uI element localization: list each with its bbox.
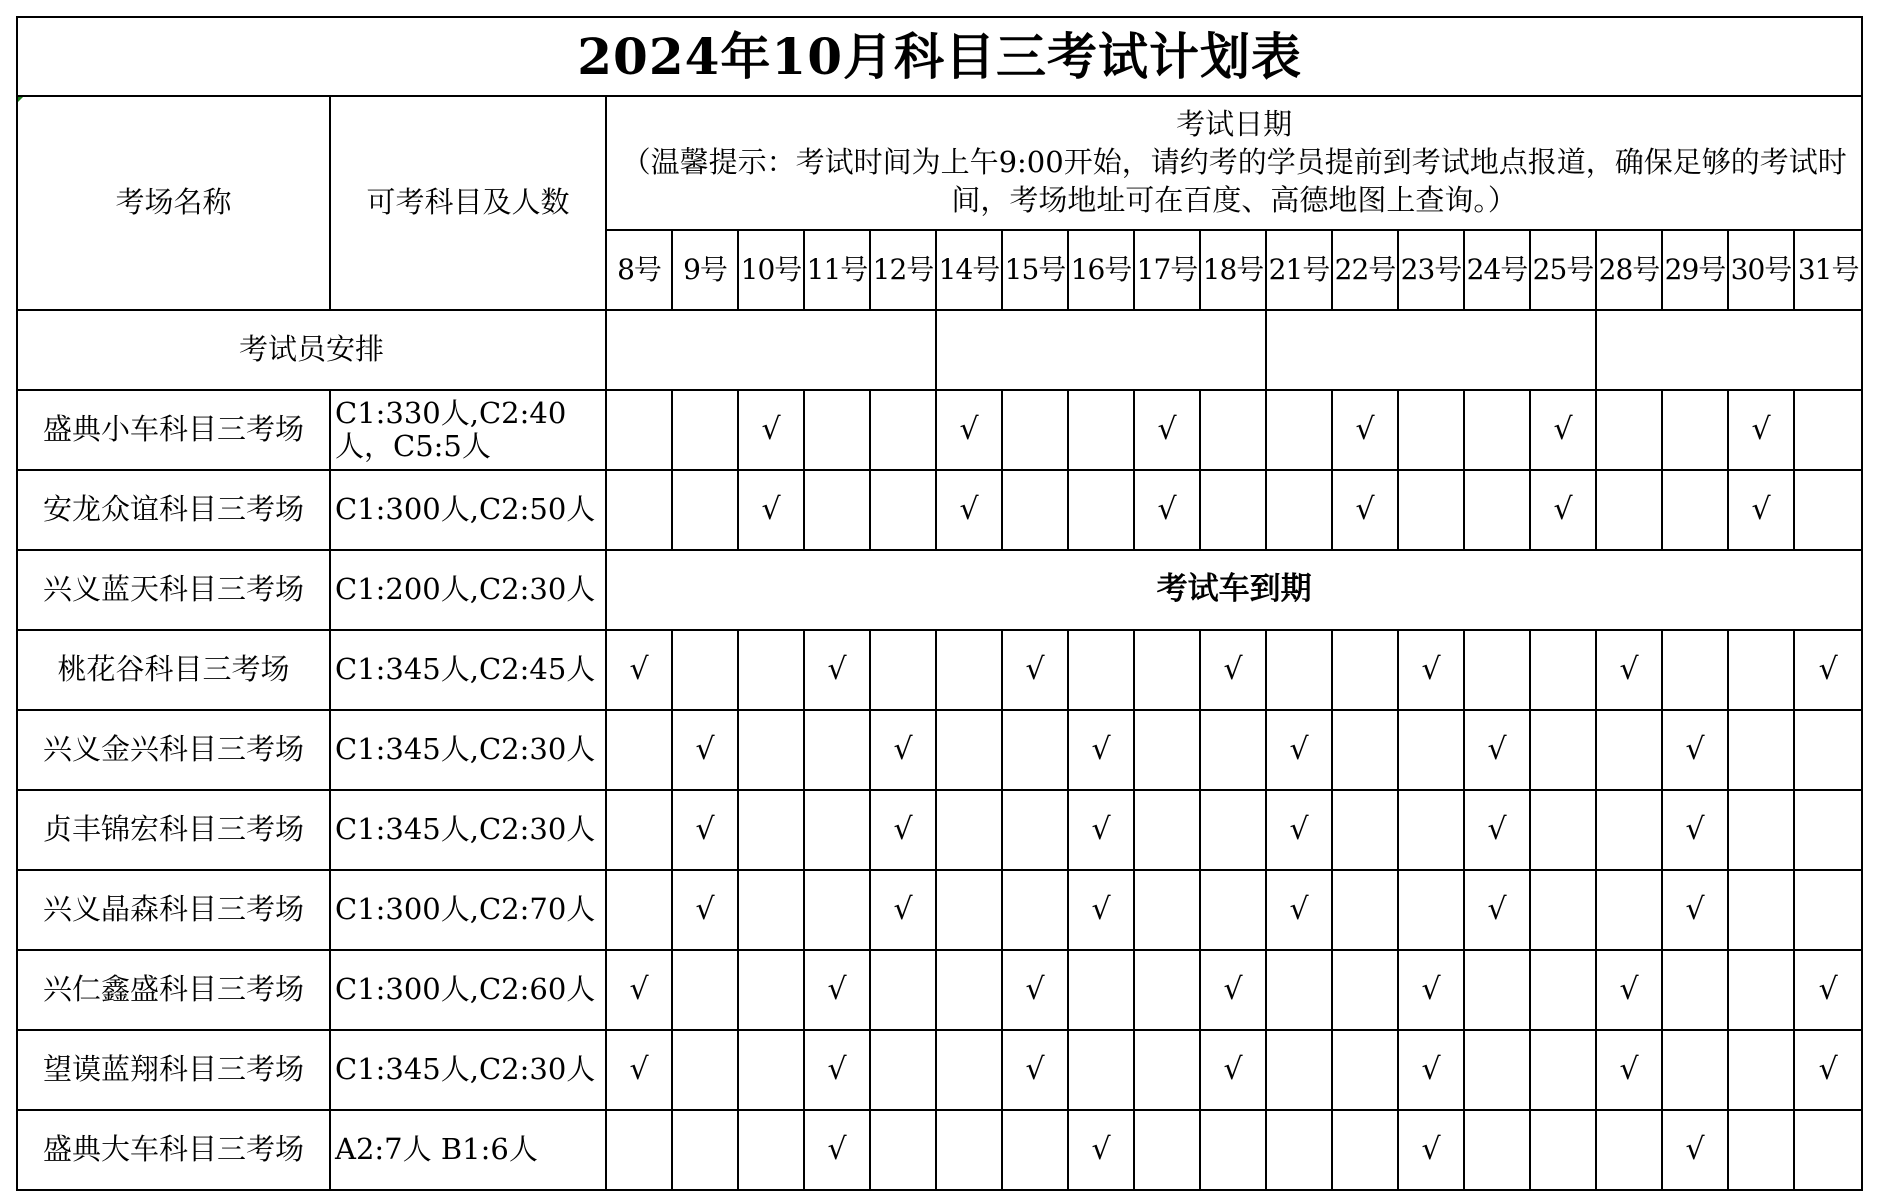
check-mark: √ xyxy=(1002,630,1068,710)
empty-day-cell xyxy=(1068,950,1134,1030)
empty-day-cell xyxy=(1266,1110,1332,1190)
empty-day-cell xyxy=(1530,710,1596,790)
venue-subjects: C1:300人,C2:60人 xyxy=(330,950,606,1030)
check-mark: √ xyxy=(1794,630,1862,710)
day-header-cell: 18号 xyxy=(1200,230,1266,310)
check-mark: √ xyxy=(1398,630,1464,710)
empty-day-cell xyxy=(1200,1110,1266,1190)
empty-day-cell xyxy=(1332,870,1398,950)
venue-name: 贞丰锦宏科目三考场 xyxy=(17,790,330,870)
check-mark: √ xyxy=(1002,1030,1068,1110)
check-mark: √ xyxy=(1794,950,1862,1030)
check-mark: √ xyxy=(738,470,804,550)
empty-day-cell xyxy=(1464,1030,1530,1110)
day-header-cell: 24号 xyxy=(1464,230,1530,310)
venue-row xyxy=(17,630,1862,710)
empty-day-cell xyxy=(1068,470,1134,550)
venue-row xyxy=(17,950,1862,1030)
empty-day-cell xyxy=(1728,950,1794,1030)
check-mark: √ xyxy=(1596,1030,1662,1110)
empty-day-cell xyxy=(1266,390,1332,470)
venue-row xyxy=(17,550,1862,630)
empty-day-cell xyxy=(870,1110,936,1190)
empty-day-cell xyxy=(1530,870,1596,950)
check-mark: √ xyxy=(1794,1030,1862,1110)
empty-day-cell xyxy=(738,1030,804,1110)
empty-day-cell xyxy=(1464,950,1530,1030)
empty-day-cell xyxy=(1002,790,1068,870)
empty-day-cell xyxy=(936,630,1002,710)
check-mark: √ xyxy=(606,630,672,710)
venue-subjects: C1:345人,C2:30人 xyxy=(330,1030,606,1110)
empty-day-cell xyxy=(1068,390,1134,470)
check-mark: √ xyxy=(1464,710,1530,790)
check-mark: √ xyxy=(804,950,870,1030)
empty-day-cell xyxy=(1002,470,1068,550)
venue-name: 盛典小车科目三考场 xyxy=(17,390,330,470)
empty-day-cell xyxy=(738,790,804,870)
check-mark: √ xyxy=(870,710,936,790)
check-mark: √ xyxy=(1530,470,1596,550)
empty-day-cell xyxy=(1002,390,1068,470)
check-mark: √ xyxy=(936,390,1002,470)
empty-day-cell xyxy=(804,710,870,790)
empty-day-cell xyxy=(1728,790,1794,870)
check-mark: √ xyxy=(870,790,936,870)
day-header-cell: 14号 xyxy=(936,230,1002,310)
venue-row xyxy=(17,470,1862,550)
venue-name: 兴义蓝天科目三考场 xyxy=(17,550,330,630)
day-header-cell: 15号 xyxy=(1002,230,1068,310)
check-mark: √ xyxy=(1134,390,1200,470)
empty-day-cell xyxy=(1794,390,1862,470)
empty-day-cell xyxy=(1266,1030,1332,1110)
check-mark: √ xyxy=(1200,630,1266,710)
empty-day-cell xyxy=(1596,470,1662,550)
venue-name: 兴义金兴科目三考场 xyxy=(17,710,330,790)
venue-row xyxy=(17,390,1862,470)
venue-row xyxy=(17,1030,1862,1110)
check-mark: √ xyxy=(1200,1030,1266,1110)
empty-day-cell xyxy=(1530,1030,1596,1110)
day-header-cell: 8号 xyxy=(606,230,672,310)
empty-day-cell xyxy=(1002,1110,1068,1190)
check-mark: √ xyxy=(804,1030,870,1110)
expired-notice: 考试车到期 xyxy=(606,550,1862,630)
day-header-cell: 11号 xyxy=(804,230,870,310)
venue-row xyxy=(17,790,1862,870)
day-header-cell: 12号 xyxy=(870,230,936,310)
empty-day-cell xyxy=(672,950,738,1030)
check-mark: √ xyxy=(804,630,870,710)
empty-day-cell xyxy=(1332,630,1398,710)
empty-day-cell xyxy=(1200,390,1266,470)
empty-day-cell xyxy=(1464,470,1530,550)
empty-day-cell xyxy=(1134,870,1200,950)
check-mark: √ xyxy=(606,1030,672,1110)
empty-day-cell xyxy=(1266,470,1332,550)
empty-day-cell xyxy=(1134,950,1200,1030)
empty-day-cell xyxy=(738,950,804,1030)
empty-day-cell xyxy=(870,1030,936,1110)
empty-day-cell xyxy=(936,790,1002,870)
empty-day-cell xyxy=(804,790,870,870)
check-mark: √ xyxy=(936,470,1002,550)
examiner-cell xyxy=(1266,310,1596,390)
empty-day-cell xyxy=(672,470,738,550)
empty-day-cell xyxy=(870,390,936,470)
day-header-cell: 21号 xyxy=(1266,230,1332,310)
check-mark: √ xyxy=(1266,710,1332,790)
empty-day-cell xyxy=(870,470,936,550)
empty-day-cell xyxy=(936,950,1002,1030)
empty-day-cell xyxy=(738,1110,804,1190)
venue-row xyxy=(17,710,1862,790)
venue-subjects: C1:300人,C2:70人 xyxy=(330,870,606,950)
check-mark: √ xyxy=(1068,710,1134,790)
empty-day-cell xyxy=(1596,710,1662,790)
empty-day-cell xyxy=(1068,1030,1134,1110)
check-mark: √ xyxy=(1662,790,1728,870)
empty-day-cell xyxy=(1266,630,1332,710)
empty-day-cell xyxy=(1398,390,1464,470)
empty-day-cell xyxy=(1662,1030,1728,1110)
empty-day-cell xyxy=(1002,710,1068,790)
empty-day-cell xyxy=(1596,390,1662,470)
empty-day-cell xyxy=(672,390,738,470)
empty-day-cell xyxy=(1530,630,1596,710)
empty-day-cell xyxy=(1530,950,1596,1030)
empty-day-cell xyxy=(1662,390,1728,470)
empty-day-cell xyxy=(1794,790,1862,870)
examiner-cell xyxy=(936,310,1266,390)
empty-day-cell xyxy=(936,870,1002,950)
day-header-cell: 29号 xyxy=(1662,230,1728,310)
venue-subjects: A2:7人 B1:6人 xyxy=(330,1110,606,1190)
empty-day-cell xyxy=(804,390,870,470)
empty-day-cell xyxy=(738,870,804,950)
empty-day-cell xyxy=(1530,1110,1596,1190)
day-header-cell: 17号 xyxy=(1134,230,1200,310)
empty-day-cell xyxy=(870,950,936,1030)
check-mark: √ xyxy=(1002,950,1068,1030)
venue-name: 望谟蓝翔科目三考场 xyxy=(17,1030,330,1110)
empty-day-cell xyxy=(936,1030,1002,1110)
venue-name: 安龙众谊科目三考场 xyxy=(17,470,330,550)
check-mark: √ xyxy=(1464,790,1530,870)
check-mark: √ xyxy=(672,790,738,870)
empty-day-cell xyxy=(606,1110,672,1190)
page-title: 2024年10月科目三考试计划表 xyxy=(17,17,1862,96)
exam-notice: （温馨提示：考试时间为上午9:00开始，请约考的学员提前到考试地点报道，确保足够的考试时间，考场地址可在百度、高德地图上查询。） xyxy=(621,145,1847,217)
day-header-cell: 22号 xyxy=(1332,230,1398,310)
empty-day-cell xyxy=(1662,630,1728,710)
check-mark: √ xyxy=(1068,790,1134,870)
check-mark: √ xyxy=(1464,870,1530,950)
check-mark: √ xyxy=(1134,470,1200,550)
empty-day-cell xyxy=(1596,870,1662,950)
empty-day-cell xyxy=(1662,470,1728,550)
empty-day-cell xyxy=(606,710,672,790)
check-mark: √ xyxy=(804,1110,870,1190)
check-mark: √ xyxy=(1662,710,1728,790)
day-header-cell: 10号 xyxy=(738,230,804,310)
venue-subjects: C1:200人,C2:30人 xyxy=(330,550,606,630)
check-mark: √ xyxy=(1068,1110,1134,1190)
empty-day-cell xyxy=(1068,630,1134,710)
check-mark: √ xyxy=(1332,390,1398,470)
venue-subjects: C1:345人,C2:45人 xyxy=(330,630,606,710)
empty-day-cell xyxy=(738,710,804,790)
empty-day-cell xyxy=(1794,870,1862,950)
venue-subjects: C1:300人,C2:50人 xyxy=(330,470,606,550)
check-mark: √ xyxy=(672,710,738,790)
day-header-cell: 28号 xyxy=(1596,230,1662,310)
subject-column-header: 可考科目及人数 xyxy=(330,96,606,310)
empty-day-cell xyxy=(1596,1110,1662,1190)
empty-day-cell xyxy=(1332,1110,1398,1190)
empty-day-cell xyxy=(1794,710,1862,790)
empty-day-cell xyxy=(1464,1110,1530,1190)
empty-day-cell xyxy=(1398,790,1464,870)
empty-day-cell xyxy=(1266,950,1332,1030)
examiner-row xyxy=(17,310,1862,390)
title-row xyxy=(17,17,1862,96)
venue-row xyxy=(17,1110,1862,1190)
empty-day-cell xyxy=(936,1110,1002,1190)
venue-name: 盛典大车科目三考场 xyxy=(17,1110,330,1190)
empty-day-cell xyxy=(1332,790,1398,870)
check-mark: √ xyxy=(738,390,804,470)
venue-name: 兴义晶森科目三考场 xyxy=(17,870,330,950)
empty-day-cell xyxy=(1200,710,1266,790)
venue-name: 兴仁鑫盛科目三考场 xyxy=(17,950,330,1030)
empty-day-cell xyxy=(672,1030,738,1110)
day-header-cell: 23号 xyxy=(1398,230,1464,310)
check-mark: √ xyxy=(1398,1110,1464,1190)
empty-day-cell xyxy=(606,870,672,950)
exam-schedule-table xyxy=(16,16,1863,1191)
check-mark: √ xyxy=(1398,1030,1464,1110)
check-mark: √ xyxy=(1728,470,1794,550)
empty-day-cell xyxy=(936,710,1002,790)
venue-subjects: C1:330人,C2:40人，C5:5人 xyxy=(330,390,606,470)
examiner-cell xyxy=(1596,310,1862,390)
empty-day-cell xyxy=(1134,710,1200,790)
check-mark: √ xyxy=(1596,630,1662,710)
venue-column-header: 考场名称 xyxy=(17,96,330,310)
check-mark: √ xyxy=(1200,950,1266,1030)
empty-day-cell xyxy=(1200,790,1266,870)
empty-day-cell xyxy=(1728,870,1794,950)
examiner-arrangement-label: 考试员安排 xyxy=(17,310,606,390)
day-header-cell: 25号 xyxy=(1530,230,1596,310)
empty-day-cell xyxy=(1794,470,1862,550)
venue-row xyxy=(17,870,1862,950)
empty-day-cell xyxy=(804,870,870,950)
check-mark: √ xyxy=(606,950,672,1030)
empty-day-cell xyxy=(870,630,936,710)
day-header-cell: 9号 xyxy=(672,230,738,310)
check-mark: √ xyxy=(870,870,936,950)
empty-day-cell xyxy=(1728,1030,1794,1110)
empty-day-cell xyxy=(1794,1110,1862,1190)
empty-day-cell xyxy=(606,390,672,470)
empty-day-cell xyxy=(606,790,672,870)
empty-day-cell xyxy=(1332,710,1398,790)
empty-day-cell xyxy=(1134,790,1200,870)
header-row xyxy=(17,96,1862,230)
empty-day-cell xyxy=(1662,950,1728,1030)
empty-day-cell xyxy=(1332,950,1398,1030)
empty-day-cell xyxy=(1332,1030,1398,1110)
empty-day-cell xyxy=(1200,870,1266,950)
empty-day-cell xyxy=(1530,790,1596,870)
check-mark: √ xyxy=(1266,790,1332,870)
day-header-cell: 16号 xyxy=(1068,230,1134,310)
empty-day-cell xyxy=(738,630,804,710)
check-mark: √ xyxy=(1398,950,1464,1030)
exam-date-header xyxy=(606,96,1862,230)
venue-name: 桃花谷科目三考场 xyxy=(17,630,330,710)
empty-day-cell xyxy=(1134,1030,1200,1110)
check-mark: √ xyxy=(1068,870,1134,950)
empty-day-cell xyxy=(1398,710,1464,790)
check-mark: √ xyxy=(1662,870,1728,950)
day-header-cell: 31号 xyxy=(1794,230,1862,310)
venue-subjects: C1:345人,C2:30人 xyxy=(330,790,606,870)
empty-day-cell xyxy=(804,470,870,550)
check-mark: √ xyxy=(1728,390,1794,470)
empty-day-cell xyxy=(1728,710,1794,790)
empty-day-cell xyxy=(1398,470,1464,550)
empty-day-cell xyxy=(672,630,738,710)
exam-date-label: 考试日期 xyxy=(1176,107,1293,142)
empty-day-cell xyxy=(1002,870,1068,950)
empty-day-cell xyxy=(606,470,672,550)
check-mark: √ xyxy=(672,870,738,950)
empty-day-cell xyxy=(1596,790,1662,870)
check-mark: √ xyxy=(1662,1110,1728,1190)
empty-day-cell xyxy=(1728,1110,1794,1190)
examiner-cell xyxy=(606,310,936,390)
empty-day-cell xyxy=(1134,630,1200,710)
empty-day-cell xyxy=(1134,1110,1200,1190)
empty-day-cell xyxy=(1464,390,1530,470)
empty-day-cell xyxy=(1728,630,1794,710)
check-mark: √ xyxy=(1332,470,1398,550)
check-mark: √ xyxy=(1530,390,1596,470)
venue-subjects: C1:345人,C2:30人 xyxy=(330,710,606,790)
empty-day-cell xyxy=(672,1110,738,1190)
check-mark: √ xyxy=(1266,870,1332,950)
day-header-cell: 30号 xyxy=(1728,230,1794,310)
empty-day-cell xyxy=(1398,870,1464,950)
check-mark: √ xyxy=(1596,950,1662,1030)
empty-day-cell xyxy=(1200,470,1266,550)
empty-day-cell xyxy=(1464,630,1530,710)
